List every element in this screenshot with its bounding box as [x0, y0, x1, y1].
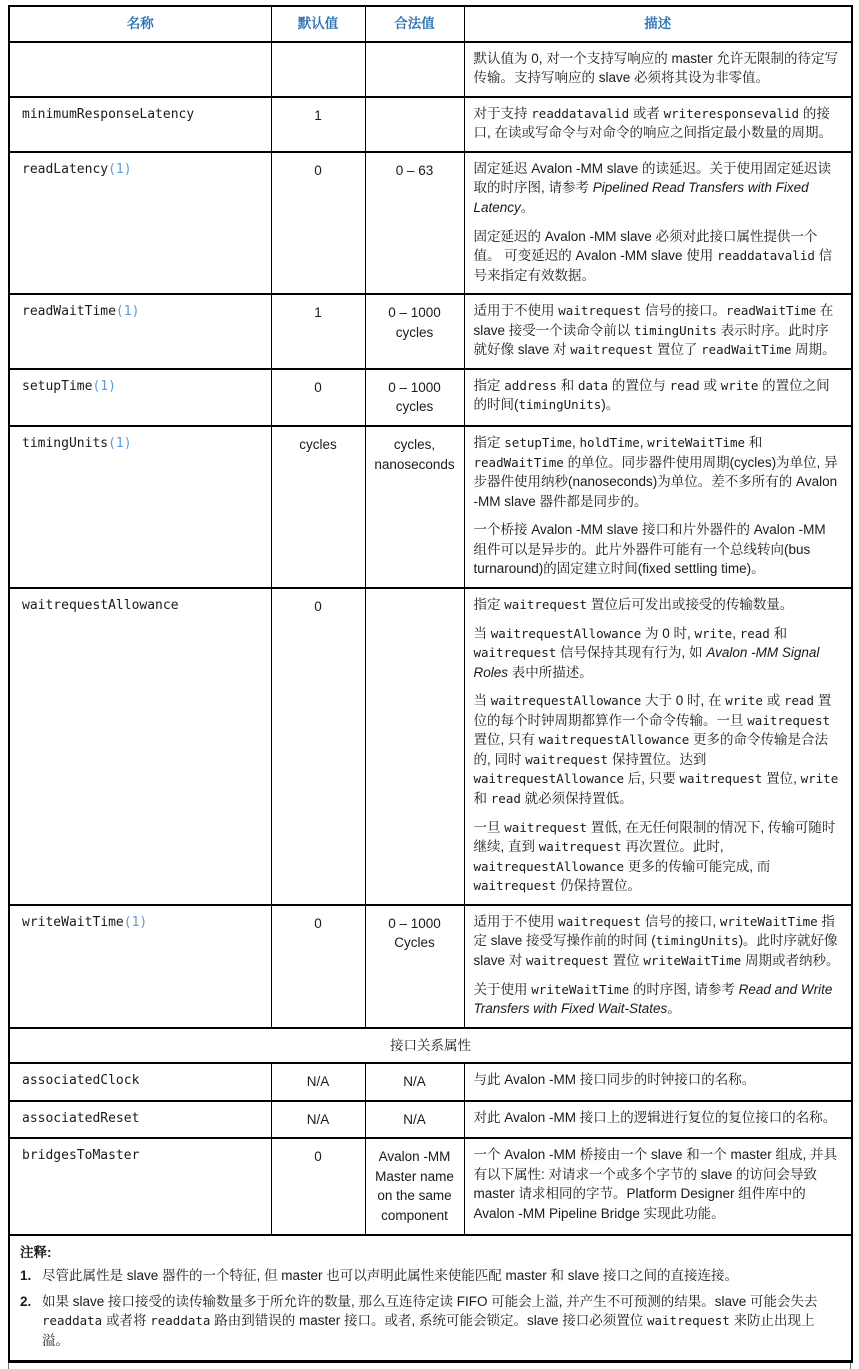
text-segment: 置位了 [653, 342, 702, 358]
description-cell [464, 152, 852, 294]
description-paragraph [474, 912, 843, 971]
legal-value-cell: Avalon -MM Master name on the same component [365, 1138, 464, 1234]
text-segment: 和 [473, 791, 491, 806]
column-header-legal: 合法值 [365, 6, 464, 42]
description-cell [464, 1063, 852, 1101]
footnote-link[interactable]: (1) [115, 304, 140, 320]
section-header: 接口关系属性 [9, 1028, 852, 1064]
code-term: waitrequestAllowance [473, 858, 625, 874]
code-term: waitrequest [646, 1313, 730, 1329]
description-paragraph [474, 301, 843, 360]
property-name: minimumResponseLatency [22, 106, 195, 122]
property-name-cell [9, 42, 271, 97]
code-term: writeresponsevalid [663, 105, 800, 121]
text-segment: 或者将 [102, 1313, 151, 1329]
text-segment: 指定 [473, 435, 505, 450]
description-paragraph [474, 818, 843, 896]
text-segment: 为 0 时, [641, 625, 695, 641]
note-text [42, 1266, 841, 1286]
text-segment: 表中所描述。 [508, 664, 593, 680]
code-term: waitrequest [558, 913, 642, 929]
code-term: read [783, 693, 815, 709]
code-term: waitrequest [558, 303, 642, 319]
code-term: write [720, 377, 759, 393]
table-row [9, 42, 852, 97]
text-segment: 置位的每个时钟周期都算作一个命令传输。一旦 [473, 693, 832, 728]
code-term: waitrequestAllowance [490, 693, 642, 709]
text-segment: 就必须保持置低。 [520, 791, 633, 806]
description-paragraph [474, 159, 843, 218]
text-segment: )。 [601, 397, 620, 413]
description-paragraph [474, 1108, 843, 1128]
description-cell [464, 1101, 852, 1139]
text-segment: 周期。 [791, 342, 836, 358]
text-segment: 固定延迟的 Avalon -MM slave 必须对此接口属性提供一个值。 可变延迟的 Avalon -MM slave 使用 [473, 228, 818, 264]
note-number: 1. [20, 1268, 32, 1284]
description-paragraph [474, 376, 843, 415]
legal-value-cell [365, 588, 464, 905]
description-paragraph [474, 104, 843, 143]
description-paragraph [474, 433, 843, 511]
code-term: waitrequest [525, 751, 609, 767]
description-paragraph [474, 1070, 843, 1090]
code-term: read [490, 791, 521, 806]
text-segment: 一旦 [473, 819, 505, 835]
next-table-edge [8, 1363, 851, 1369]
table-row [9, 369, 852, 426]
text-segment: 更多的传输可能完成, 而 [624, 858, 771, 874]
description-cell [464, 426, 852, 588]
description-paragraph [474, 1145, 843, 1223]
legal-value-cell [365, 97, 464, 152]
text-segment: 如果 slave 接口接受的读传输数量多于所允许的数量, 那么互连待定读 FIFO 可能会上溢, 并产生不可预测的结果。slave 可能会失去 [42, 1293, 818, 1309]
text-segment: 或 [699, 377, 721, 393]
property-name-cell [9, 294, 271, 369]
text-segment: 来防止出现上溢。 [42, 1313, 815, 1348]
description-cell [464, 588, 852, 905]
text-segment: 的接口, 在读或写命令与对命令的响应之间指定最小数量的周期。 [473, 105, 833, 141]
property-name: readLatency [22, 161, 109, 177]
default-value-cell [271, 42, 365, 97]
property-name: bridgesToMaster [22, 1148, 140, 1164]
property-name-cell [9, 588, 271, 905]
legal-value-cell [365, 42, 464, 97]
table-row [9, 97, 852, 152]
code-term: write [800, 771, 839, 787]
header-row [9, 6, 852, 42]
text-segment: 对于支持 [473, 105, 532, 121]
description-cell [464, 294, 852, 369]
code-term: waitrequestAllowance [538, 732, 690, 748]
code-term: read [739, 625, 770, 641]
property-name-cell [9, 1101, 271, 1139]
property-name-cell [9, 369, 271, 426]
description-paragraph [474, 691, 843, 808]
text-segment: 置低, 在无任何限制的情况下, 传输可随时继续, 直到 [473, 819, 836, 855]
description-paragraph [474, 980, 843, 1019]
property-name: associatedReset [22, 1110, 140, 1126]
code-term: waitrequest [473, 645, 557, 661]
notes-cell [9, 1235, 852, 1362]
property-name: readWaitTime [22, 304, 116, 320]
text-segment: 指定 [473, 377, 505, 393]
text-segment: 适用于不使用 [473, 913, 559, 929]
default-value-cell: N/A [271, 1101, 365, 1139]
note-item [20, 1292, 841, 1351]
code-term: setupTime [504, 435, 572, 450]
table-body [9, 42, 852, 1362]
code-term: readWaitTime [701, 342, 792, 358]
text-segment: 的时序图, 请参考 [629, 981, 739, 997]
legal-value-cell: N/A [365, 1063, 464, 1101]
text-segment: 当 [473, 693, 491, 709]
legal-value-cell: 0 – 1000 cycles [365, 294, 464, 369]
property-name: waitrequestAllowance [22, 597, 179, 613]
code-term: readWaitTime [725, 303, 817, 319]
section-row [9, 1028, 852, 1064]
description-paragraph [474, 227, 843, 286]
code-term: waitrequestAllowance [473, 771, 625, 787]
text-segment: 指定 slave 接受写操作前的时间 ( [473, 913, 835, 949]
table-row [9, 294, 852, 369]
text-segment: 信号保持其现有行为, 如 [556, 645, 707, 661]
text-segment: 与此 Avalon -MM 接口同步的时钟接口的名称。 [473, 1072, 756, 1088]
text-segment: 指定 [473, 596, 505, 612]
description-cell [464, 905, 852, 1028]
code-term: readWaitTime [473, 454, 564, 470]
footnote-link[interactable]: (1) [92, 378, 116, 394]
text-segment: 信号的接口。 [641, 303, 726, 319]
code-term: address [504, 377, 557, 393]
footnote-link[interactable]: (1) [108, 436, 132, 451]
default-value-cell: 0 [271, 905, 365, 1028]
property-name: timingUnits [22, 436, 109, 451]
text-segment: 路由到错误的 master 接口。或者, 系统可能会锁定。slave 接口必须置位 [210, 1313, 647, 1329]
property-name-cell [9, 97, 271, 152]
text-segment: 再次置位。此时, [621, 839, 724, 855]
note-number: 2. [20, 1293, 32, 1309]
default-value-cell: 0 [271, 588, 365, 905]
text-segment: 或 [762, 693, 784, 709]
default-value-cell: 1 [271, 97, 365, 152]
text-segment: 尽管此属性是 slave 器件的一个特征, 但 master 也可以声明此属性来使能匹配 master 和 slave 接口之间的直接连接。 [42, 1268, 739, 1284]
text-segment: , [732, 625, 740, 641]
text-segment: 一个 Avalon -MM 桥接由一个 slave 和一个 master 组成, 并具有以下属性: 对请求一个或多个字节的 slave 的访问会导致 master 请求相同的字节。Platform Designer 组件库中的 Avalon -MM Pipeline Bridge 实现此功能。 [473, 1147, 838, 1221]
column-header-description: 描述 [464, 6, 852, 42]
description-paragraph [474, 520, 843, 579]
text-segment: 表示时序。此时序就好像 slave 对 [473, 322, 829, 358]
text-segment: 当 [473, 625, 491, 641]
text-segment: 后, 只要 [624, 771, 680, 787]
text-segment: 的置位与 [608, 377, 670, 393]
column-header-name: 名称 [9, 6, 271, 42]
table-row [9, 1138, 852, 1234]
code-term: waitrequest [679, 771, 763, 787]
table-row [9, 1063, 852, 1101]
legal-value-cell: cycles, nanoseconds [365, 426, 464, 588]
text-segment: 置位后可发出或接受的传输数量。 [587, 596, 794, 612]
code-term: writeWaitTime [647, 435, 746, 450]
text-segment: 的置位之间的时间( [473, 377, 830, 413]
legal-value-cell: 0 – 1000 cycles [365, 369, 464, 426]
description-paragraph [474, 595, 843, 615]
note-text [42, 1292, 841, 1351]
code-term: waitrequest [747, 712, 831, 728]
description-cell [464, 42, 852, 97]
property-name: associatedClock [22, 1073, 140, 1089]
code-term: holdTime [579, 435, 640, 450]
code-term: waitrequest [570, 342, 654, 358]
property-name-cell [9, 1138, 271, 1234]
text-segment: 的单位。同步器件使用周期(cycles)为单位, 异步器件使用纳秒(nanoseconds)为单位。差不多所有的 Avalon -MM slave 器件都是同步的。 [473, 454, 838, 509]
text-segment: 一个桥接 Avalon -MM slave 接口和片外器件的 Avalon -MM 组件可以是异步的。此片外器件可能有一个总线转向(bus turnaround)的固定建立时间(fixed settling time)。 [473, 522, 826, 577]
text-segment: 关于使用 [473, 981, 532, 997]
text-segment: 对此 Avalon -MM 接口上的逻辑进行复位的复位接口的名称。 [473, 1109, 837, 1125]
table-row [9, 152, 852, 294]
text-segment: 或者 [629, 105, 664, 121]
text-segment: 置位 [608, 952, 644, 968]
code-term: waitrequestAllowance [490, 625, 642, 641]
text-segment: 置位, [762, 771, 801, 787]
code-term: waitrequest [538, 839, 622, 855]
default-value-cell: cycles [271, 426, 365, 588]
text-segment: 大于 0 时, 在 [641, 693, 726, 709]
code-term: waitrequest [526, 952, 609, 968]
description-cell [464, 97, 852, 152]
text-segment: 和 [769, 625, 788, 641]
table-row [9, 1101, 852, 1139]
description-cell [464, 369, 852, 426]
text-segment: 默认值为 0, 对一个支持写响应的 master 允许无限制的待定写传输。支持写响应的 slave 必须将其设为非零值。 [473, 50, 839, 86]
text-segment: 。 [667, 1001, 681, 1017]
code-term: readdatavalid [717, 248, 815, 264]
code-term: readdatavalid [531, 105, 630, 121]
text-segment: 适用于不使用 [473, 303, 559, 319]
code-term: write [694, 625, 733, 641]
text-segment: 和 [745, 435, 763, 450]
text-segment: 信号的接口, [641, 913, 720, 929]
text-segment: 周期或者纳秒。 [741, 952, 840, 968]
table-row [9, 588, 852, 905]
footnote-link[interactable]: (1) [108, 161, 132, 177]
code-term: writeWaitTime [719, 913, 818, 929]
code-term: timingUnits [518, 397, 602, 413]
italic-term: Avalon -MM Signal Roles [473, 645, 820, 680]
code-term: timingUnits [634, 322, 717, 338]
description-paragraph [474, 49, 843, 88]
text-segment: 。 [520, 199, 535, 215]
property-name-cell [9, 1063, 271, 1101]
code-term: data [577, 377, 609, 393]
default-value-cell: 0 [271, 1138, 365, 1234]
description-paragraph [474, 624, 843, 683]
note-item [20, 1266, 841, 1286]
property-name: writeWaitTime [22, 914, 124, 930]
code-term: writeWaitTime [531, 981, 630, 997]
text-segment: 更多的命令传输是合法的, 同时 [473, 732, 829, 767]
italic-term: Read and Write Transfers with Fixed Wait-States [473, 981, 833, 1017]
legal-value-cell: 0 – 63 [365, 152, 464, 294]
code-term: read [669, 377, 700, 393]
properties-table [8, 5, 853, 1363]
property-name: setupTime [22, 378, 93, 394]
text-segment: 在 slave 接受一个读命令前以 [473, 303, 834, 338]
table-row [9, 905, 852, 1028]
italic-term: Pipelined Read Transfers with Fixed Latency [473, 180, 809, 215]
text-segment: , [639, 435, 648, 450]
table-row [9, 426, 852, 588]
text-segment: , [572, 435, 580, 450]
column-header-default: 默认值 [271, 6, 365, 42]
code-term: waitrequest [504, 819, 588, 835]
default-value-cell: 1 [271, 294, 365, 369]
property-name-cell [9, 905, 271, 1028]
default-value-cell: N/A [271, 1063, 365, 1101]
text-segment: 置位, 只有 [473, 732, 539, 748]
description-cell [464, 1138, 852, 1234]
default-value-cell: 0 [271, 369, 365, 426]
code-term: writeWaitTime [643, 952, 742, 968]
legal-value-cell: N/A [365, 1101, 464, 1139]
text-segment: 和 [556, 377, 578, 393]
code-term: waitrequest [504, 596, 588, 612]
text-segment: 信号来指定有效数据。 [473, 248, 833, 283]
code-term: readdata [150, 1313, 211, 1329]
code-term: write [725, 693, 763, 709]
default-value-cell: 0 [271, 152, 365, 294]
code-term: waitrequest [473, 878, 557, 894]
notes-row [9, 1235, 852, 1362]
legal-value-cell: 0 – 1000 Cycles [365, 905, 464, 1028]
text-segment: )。此时序就好像 slave 对 [473, 933, 838, 968]
text-segment: 仍保持置位。 [556, 878, 642, 894]
text-segment: 固定延迟 Avalon -MM slave 的读延迟。关于使用固定延迟读取的时序图, 请参考 [473, 160, 832, 196]
text-segment: 保持置位。达到 [608, 751, 707, 767]
code-term: readdata [42, 1313, 103, 1329]
property-name-cell [9, 152, 271, 294]
footnote-link[interactable]: (1) [123, 914, 148, 930]
property-name-cell [9, 426, 271, 588]
code-term: timingUnits [655, 933, 739, 949]
notes-label: 注释: [20, 1244, 52, 1260]
